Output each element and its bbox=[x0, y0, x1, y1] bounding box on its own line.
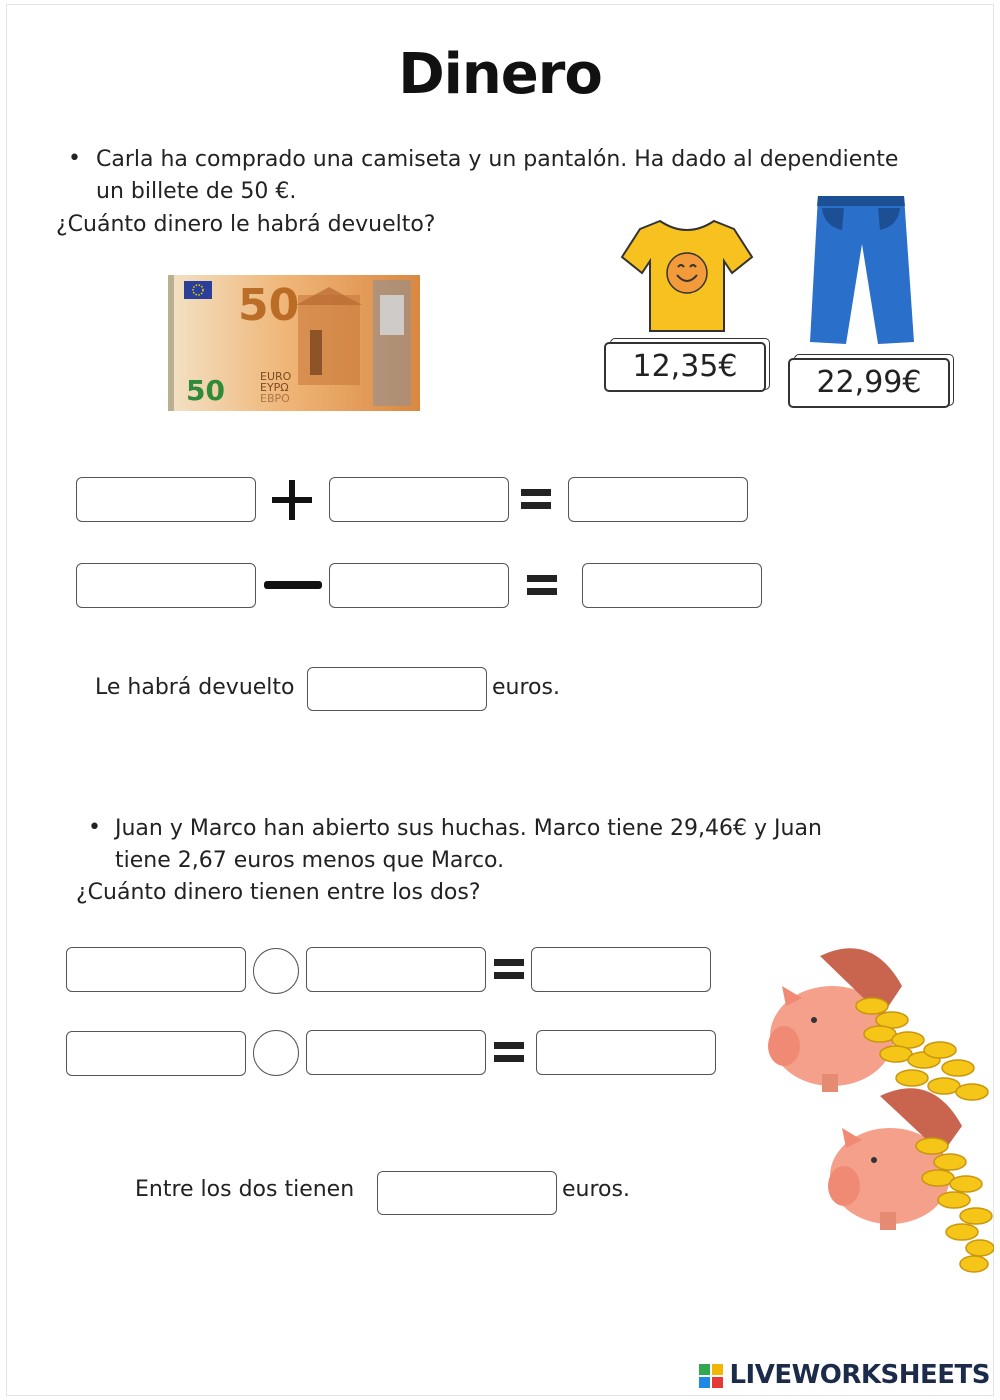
ex2-row1-operator-input[interactable] bbox=[253, 948, 299, 994]
piggy-bank-icon bbox=[762, 936, 994, 1276]
ex1-answer-suffix: euros. bbox=[492, 675, 560, 700]
minus-symbol bbox=[264, 581, 322, 589]
page-title: Dinero bbox=[398, 42, 602, 107]
bullet-2: • bbox=[88, 815, 101, 840]
exercise2-statement-line1: Juan y Marco han abierto sus huchas. Marco tiene 29,46€ y Juan bbox=[115, 816, 822, 841]
bullet-1: • bbox=[68, 146, 81, 171]
banknote-50-image bbox=[168, 275, 420, 411]
piggy-banks-image bbox=[762, 936, 994, 1276]
ex2-answer-suffix: euros. bbox=[562, 1177, 630, 1202]
tshirt-image bbox=[620, 217, 754, 333]
pants-image bbox=[806, 194, 916, 346]
pants-price: 22,99€ bbox=[788, 358, 950, 408]
ex2-row1-operand1-input[interactable] bbox=[66, 947, 246, 992]
banknote-value-small: 50 bbox=[186, 374, 225, 407]
ex2-answer-prefix: Entre los dos tienen bbox=[135, 1177, 355, 1202]
ex2-row2-operand1-input[interactable] bbox=[66, 1031, 246, 1076]
equals-symbol bbox=[494, 1040, 524, 1066]
ex2-row1-result-input[interactable] bbox=[531, 947, 711, 992]
exercise2-question: ¿Cuánto dinero tienen entre los dos? bbox=[76, 880, 481, 905]
ex2-row2-result-input[interactable] bbox=[536, 1030, 716, 1075]
ex1-sum-result-input[interactable] bbox=[568, 477, 748, 522]
ex2-row2-operand2-input[interactable] bbox=[306, 1030, 486, 1075]
banknote-value-large: 50 bbox=[238, 280, 300, 331]
ex2-row1-operand2-input[interactable] bbox=[306, 947, 486, 992]
ex1-diff-operand1-input[interactable] bbox=[76, 563, 256, 608]
banknote-euro-latin: EURO bbox=[260, 370, 292, 383]
exercise1-statement-line1: Carla ha comprado una camiseta y un pantalón. Ha dado al dependiente bbox=[96, 147, 899, 172]
ex2-answer-input[interactable] bbox=[377, 1171, 557, 1215]
exercise2-statement-line2: tiene 2,67 euros menos que Marco. bbox=[115, 848, 505, 873]
ex2-row2-operator-input[interactable] bbox=[253, 1030, 299, 1076]
liveworksheets-logo-icon bbox=[699, 1364, 723, 1388]
tshirt-icon bbox=[620, 217, 754, 333]
pants-icon bbox=[806, 194, 916, 346]
ex1-sum-operand1-input[interactable] bbox=[76, 477, 256, 522]
banknote-euro-cyrillic: ЕВРО bbox=[260, 392, 290, 405]
shirt-price-tag bbox=[604, 334, 772, 394]
ex1-diff-operand2-input[interactable] bbox=[329, 563, 509, 608]
watermark-text: LIVEWORKSHEETS bbox=[729, 1360, 990, 1390]
ex1-answer-prefix: Le habrá devuelto bbox=[95, 675, 295, 700]
shirt-price: 12,35€ bbox=[604, 342, 766, 392]
ex1-sum-operand2-input[interactable] bbox=[329, 477, 509, 522]
plus-symbol bbox=[272, 480, 312, 520]
exercise1-statement-line2: un billete de 50 €. bbox=[96, 179, 297, 204]
liveworksheets-watermark bbox=[729, 1360, 990, 1390]
equals-symbol bbox=[527, 573, 557, 599]
banknote-icon bbox=[168, 275, 420, 411]
pants-price-tag bbox=[788, 350, 956, 410]
ex1-answer-input[interactable] bbox=[307, 667, 487, 711]
equals-symbol bbox=[521, 487, 551, 513]
exercise1-question: ¿Cuánto dinero le habrá devuelto? bbox=[56, 212, 436, 237]
equals-symbol bbox=[494, 957, 524, 983]
banknote-euro-greek: EYPΩ bbox=[260, 381, 289, 394]
ex1-diff-result-input[interactable] bbox=[582, 563, 762, 608]
